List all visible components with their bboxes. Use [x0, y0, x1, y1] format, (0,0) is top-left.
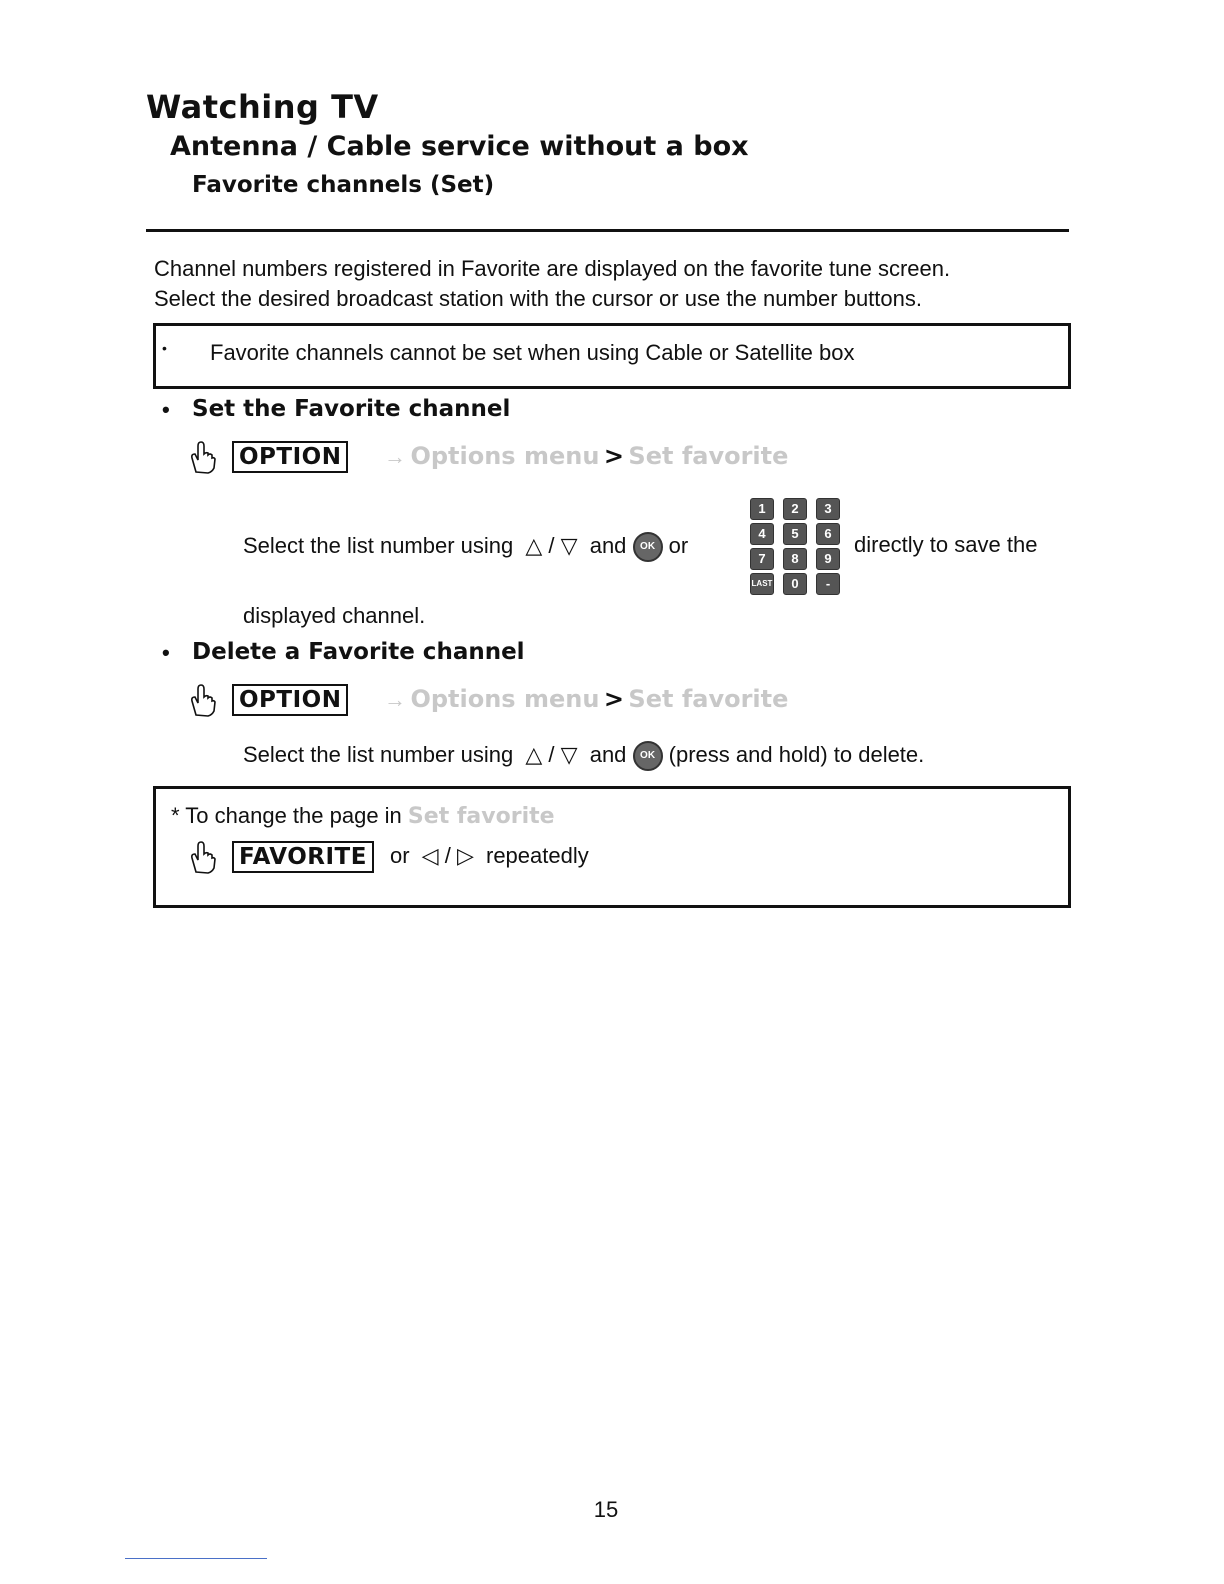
- set-or: or: [668, 532, 689, 558]
- hand-icon: [188, 840, 218, 879]
- hand-icon: [188, 683, 218, 722]
- arrow-icon: →: [384, 687, 406, 712]
- ok-button-icon: OK: [633, 741, 663, 771]
- intro-line-2: Select the desired broadcast station with the cursor or use the number buttons.: [154, 286, 922, 311]
- option-key: OPTION: [232, 441, 348, 473]
- page-change-intro: [171, 803, 555, 829]
- numpad-key-1: 2: [783, 498, 807, 520]
- set-bullet: •: [162, 397, 170, 422]
- favorite-key: FAVORITE: [232, 841, 374, 873]
- note-bullet: •: [162, 340, 167, 356]
- delete-menu-path: [384, 685, 788, 713]
- menu-set-favorite: Set favorite: [628, 685, 789, 713]
- delete-and: and: [589, 741, 627, 767]
- numpad-key-9: LAST: [750, 573, 774, 595]
- page-subtitle: Antenna / Cable service without a box: [170, 131, 749, 162]
- numpad-key-0: 1: [750, 498, 774, 520]
- page-change-or: or: [390, 843, 410, 868]
- up-down-icon: △ / ▽: [525, 532, 578, 558]
- set-instr-text: Select the list number using: [243, 532, 514, 558]
- note-text: Favorite channels cannot be set when using Cable or Satellite box: [210, 340, 855, 365]
- page-change-suffix: repeatedly: [486, 843, 589, 868]
- left-right-icon: ◁ / ▷: [421, 843, 474, 868]
- menu-options: Options menu: [410, 685, 600, 713]
- delete-instr-text-2: (press and hold) to delete.: [668, 741, 925, 767]
- set-instruction-2: directly to save the: [854, 532, 1038, 557]
- header-divider: [146, 229, 1069, 232]
- hand-icon: [188, 440, 218, 479]
- numpad-key-11: -: [816, 573, 840, 595]
- delete-instr-text: Select the list number using: [243, 741, 514, 767]
- ok-button-icon: OK: [633, 532, 663, 562]
- footer-line: [125, 1558, 267, 1559]
- menu-set-favorite: Set favorite: [628, 442, 789, 470]
- set-section-title: Set the Favorite channel: [192, 396, 511, 422]
- up-down-icon: △ / ▽: [525, 741, 578, 767]
- menu-options: Options menu: [410, 442, 600, 470]
- page-number: 15: [593, 1497, 619, 1522]
- numpad-key-8: 9: [816, 548, 840, 570]
- section-title: Favorite channels (Set): [192, 172, 495, 198]
- numpad-key-3: 4: [750, 523, 774, 545]
- delete-section-title: Delete a Favorite channel: [192, 639, 525, 665]
- set-and: and: [589, 532, 627, 558]
- page-change-instruction: [390, 843, 589, 869]
- numpad-key-10: 0: [783, 573, 807, 595]
- page-change-text: * To change the page in: [171, 803, 402, 828]
- numpad-key-6: 7: [750, 548, 774, 570]
- arrow-icon: →: [384, 444, 406, 469]
- delete-instruction: [243, 741, 924, 771]
- delete-bullet: •: [162, 640, 170, 665]
- set-menu-path: [384, 442, 788, 470]
- intro-line-1: Channel numbers registered in Favorite are displayed on the favorite tune screen.: [154, 256, 951, 281]
- numpad-icon: [750, 498, 850, 598]
- menu-separator: >: [603, 685, 624, 713]
- numpad-key-5: 6: [816, 523, 840, 545]
- menu-separator: >: [603, 442, 624, 470]
- numpad-key-4: 5: [783, 523, 807, 545]
- menu-set-favorite: Set favorite: [407, 804, 555, 829]
- numpad-key-2: 3: [816, 498, 840, 520]
- set-instruction: [243, 532, 688, 562]
- page-title: Watching TV: [146, 88, 379, 126]
- numpad-key-7: 8: [783, 548, 807, 570]
- set-instruction-3: displayed channel.: [243, 603, 426, 628]
- option-key: OPTION: [232, 684, 348, 716]
